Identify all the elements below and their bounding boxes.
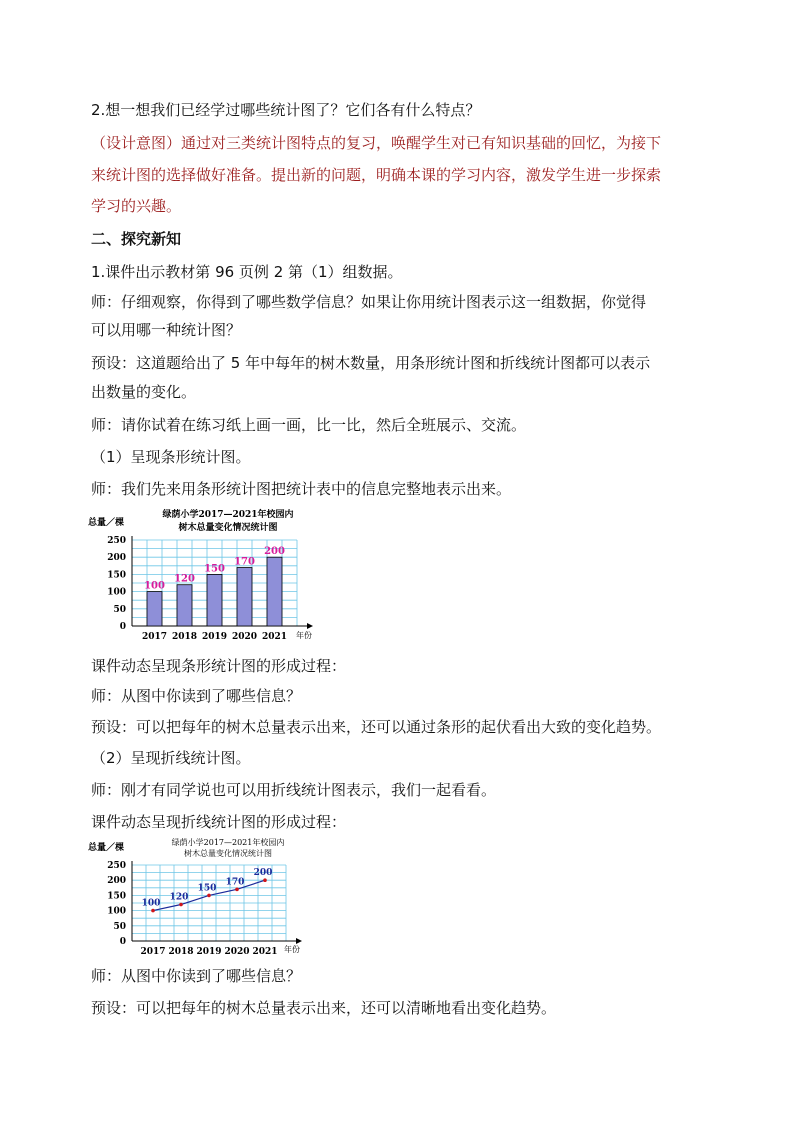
- data-point: [207, 894, 211, 898]
- bar-chart: [88, 505, 328, 645]
- bar: [267, 557, 282, 626]
- x-tick-label: 2019: [196, 947, 222, 957]
- data-label: 150: [197, 883, 217, 894]
- line-chart-title-line2: 树木总量变化情况统计图: [184, 849, 272, 858]
- bar-chart-title-line1: 绿荫小学2017—2021年校园内: [162, 510, 294, 520]
- preset-line-2: 预设：可以把每年的树木总量表示出来，还可以通过条形的起伏看出大致的变化趋势。: [91, 718, 662, 736]
- dynamic-bar-intro: 课件动态呈现条形统计图的形成过程：: [91, 657, 347, 675]
- teacher-line-6: 师：从图中你读到了哪些信息？: [91, 967, 302, 985]
- y-tick-label: 200: [107, 876, 126, 887]
- x-tick-label: 2019: [201, 632, 228, 642]
- bar: [177, 585, 192, 626]
- line-chart-title-line1: 绿荫小学2017—2021年校园内: [171, 838, 285, 847]
- x-axis-arrow: [307, 623, 313, 629]
- y-tick-label: 100: [107, 906, 126, 917]
- data-label: 200: [264, 546, 285, 558]
- data-label: 120: [174, 573, 195, 585]
- data-label: 200: [253, 868, 273, 879]
- y-tick-label: 50: [113, 604, 126, 615]
- item-1: 1.课件出示教材第 96 页例 2 第（1）组数据。: [91, 263, 403, 281]
- line-chart-ylabel: 总量／棵: [88, 843, 125, 853]
- teacher-line-4: 师：从图中你读到了哪些信息？: [91, 687, 302, 705]
- y-tick-label: 150: [107, 891, 126, 902]
- bar: [237, 568, 252, 626]
- design-intent-line-2: 来统计图的选择做好准备。提出新的问题，明确本课的学习内容，激发学生进一步探索: [91, 166, 662, 184]
- x-axis-arrow: [296, 938, 302, 944]
- y-tick-label: 250: [107, 536, 126, 546]
- data-label: 170: [234, 556, 255, 568]
- question-2: 2.想一想我们已经学过哪些统计图了？它们各有什么特点？: [91, 101, 481, 119]
- y-tick-label: 100: [107, 587, 126, 598]
- x-tick-label: 2018: [168, 947, 194, 957]
- y-tick-label: 0: [119, 622, 126, 632]
- bar: [147, 592, 162, 626]
- data-point: [179, 903, 183, 907]
- line-chart-xlabel: 年份: [284, 945, 300, 954]
- data-label: 170: [225, 877, 245, 888]
- data-label: 100: [144, 580, 165, 592]
- y-tick-label: 250: [107, 861, 126, 871]
- bar-chart-xlabel: 年份: [296, 631, 312, 640]
- subheading-line: （2）呈现折线统计图。: [91, 749, 251, 767]
- y-tick-label: 200: [107, 553, 126, 564]
- y-tick-label: 150: [107, 570, 126, 581]
- teacher-line-1a: 师：仔细观察，你得到了哪些数学信息？如果让你用统计图表示这一组数据，你觉得: [91, 293, 647, 311]
- x-tick-label: 2017: [140, 947, 166, 957]
- preset-line-3: 预设：可以把每年的树木总量表示出来，还可以清晰地看出变化趋势。: [91, 999, 557, 1017]
- preset-line-1b: 出数量的变化。: [91, 383, 197, 401]
- subheading-bar: （1）呈现条形统计图。: [91, 448, 251, 466]
- bar: [207, 574, 222, 626]
- y-tick-label: 0: [119, 937, 126, 947]
- design-intent-line-3: 学习的兴趣。: [91, 197, 182, 215]
- data-point: [235, 888, 239, 892]
- x-tick-label: 2020: [231, 632, 258, 642]
- design-intent-line-1: （设计意图）通过对三类统计图特点的复习，唤醒学生对已有知识基础的回忆，为接下: [91, 134, 662, 152]
- data-point: [263, 878, 267, 882]
- preset-line-1a: 预设：这道题给出了 5 年中每年的树木数量，用条形统计图和折线统计图都可以表示: [91, 354, 651, 372]
- x-tick-label: 2018: [171, 632, 198, 642]
- x-tick-label: 2021: [252, 947, 278, 957]
- x-tick-label: 2017: [141, 632, 168, 642]
- y-tick-label: 50: [113, 921, 126, 932]
- bar-chart-ylabel: 总量／棵: [88, 518, 125, 528]
- teacher-line-1b: 可以用哪一种统计图？: [91, 321, 242, 339]
- data-label: 100: [141, 898, 161, 909]
- line-chart: [88, 835, 328, 960]
- bar-chart-title-line2: 树木总量变化情况统计图: [178, 523, 278, 533]
- teacher-line-2: 师：请你试着在练习纸上画一画，比一比，然后全班展示、交流。: [91, 416, 527, 434]
- data-label: 150: [204, 563, 225, 575]
- dynamic-line-intro: 课件动态呈现折线统计图的形成过程：: [91, 813, 347, 831]
- section-heading: 二、探究新知: [91, 230, 182, 248]
- teacher-line-5: 师：刚才有同学说也可以用折线统计图表示，我们一起看看。: [91, 781, 497, 799]
- teacher-line-3: 师：我们先来用条形统计图把统计表中的信息完整地表示出来。: [91, 480, 512, 498]
- x-tick-label: 2021: [261, 632, 288, 642]
- x-tick-label: 2020: [224, 947, 250, 957]
- data-label: 120: [169, 892, 189, 903]
- data-point: [151, 909, 155, 913]
